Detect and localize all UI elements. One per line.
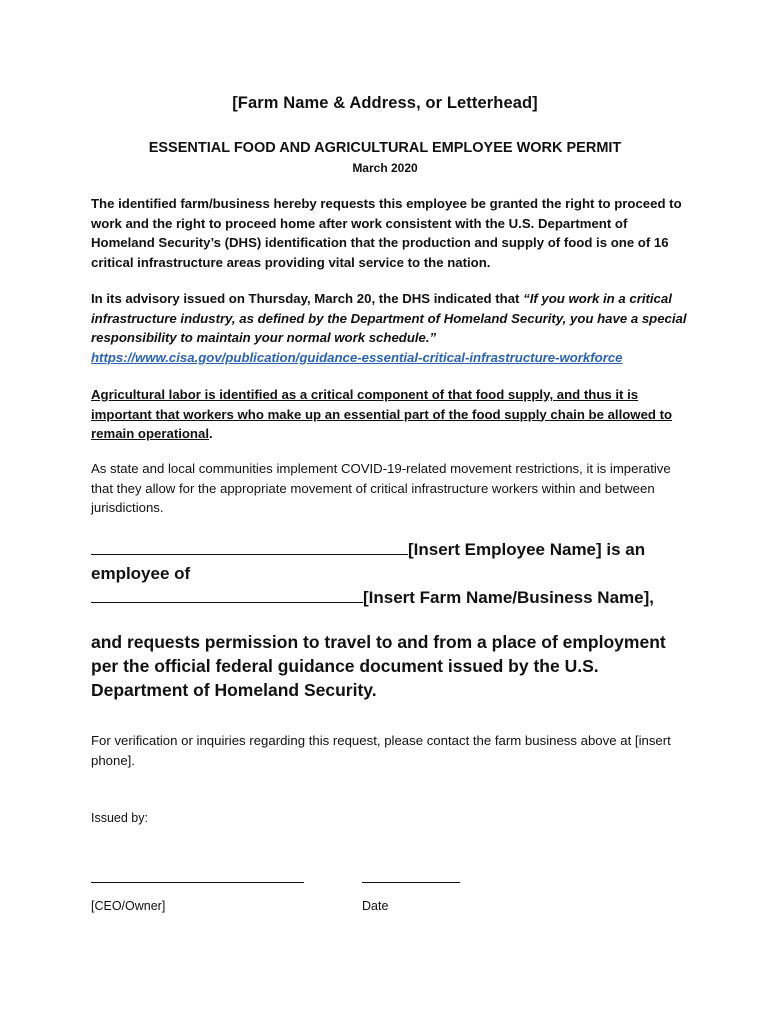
advisory-lead-text: In its advisory issued on Thursday, March 20, the DHS indicated that [91,291,524,306]
issued-by-label: Issued by: [91,811,148,825]
intro-paragraph: The identified farm/business hereby requests this employee be granted the right to proceed to work and the right to proceed home after work consistent with the U.S. Department of Homeland Security’s (DHS) identification that the production and supply of food is one of 16 critical infrastructure areas providing vital service to the nation. [91,196,682,270]
cisa-guidance-link[interactable]: https://www.cisa.gov/publication/guidance-essential-critical-infrastructure-workforce [91,349,623,365]
state-local-paragraph: As state and local communities implement COVID-19-related movement restrictions, it is imperative that they allow for the appropriate movement of critical infrastructure workers within and between jurisdictions. [91,461,671,515]
agricultural-labor-period: . [209,426,213,441]
travel-request-paragraph: and requests permission to travel to and from a place of employment per the official federal guidance document issued by the U.S. Department of Homeland Security. [91,632,666,700]
document-date: March 2020 [352,161,418,175]
owner-signature-line[interactable] [91,882,304,883]
employee-line [91,538,711,586]
document-title: ESSENTIAL FOOD AND AGRICULTURAL EMPLOYEE WORK PERMIT [148,140,622,156]
agricultural-labor-paragraph [91,385,691,444]
farm-name-blank[interactable] [91,586,363,603]
advisory-quote: “If you work in a critical infrastructure industry, as defined by the Department of Homeland Security, you have a special responsibility to maintain your normal work schedule.” [91,291,687,345]
date-label: Date [362,899,389,913]
employee-name-blank[interactable] [91,538,408,555]
farm-line [91,586,711,610]
advisory-paragraph [91,289,691,367]
verification-paragraph: For verification or inquiries regarding this request, please contact the farm business above at [insert phone]. [91,733,671,768]
agricultural-labor-underlined: Agricultural labor is identified as a critical component of that food supply, and thus it is important that workers who make up an essential part of the food supply chain be allowed to remain operational [91,387,673,441]
letterhead-placeholder: [Farm Name & Address, or Letterhead] [232,94,538,112]
employee-fill-in-block [91,538,711,610]
employee-placeholder-text: [Insert Employee Name] is an employee of [91,540,646,583]
date-signature-line[interactable] [362,882,460,883]
farm-placeholder-text: [Insert Farm Name/Business Name], [363,588,654,607]
owner-label: [CEO/Owner] [91,899,166,913]
